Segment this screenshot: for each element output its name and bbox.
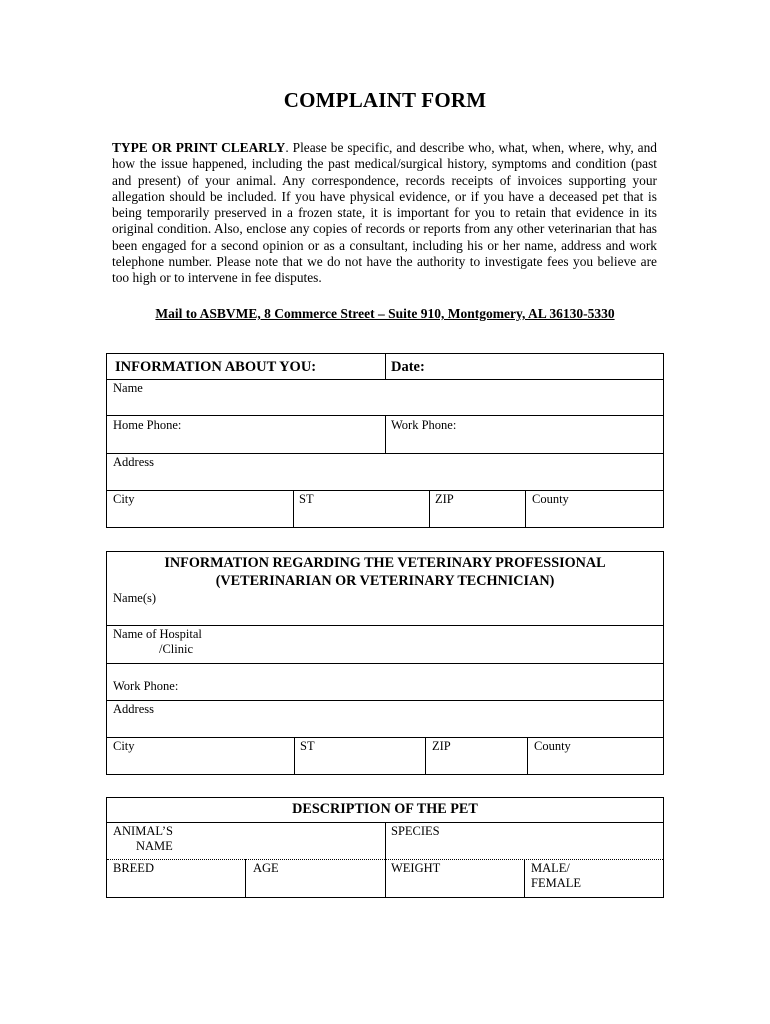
species-field[interactable]: SPECIES	[391, 824, 440, 838]
mailing-address: Mail to ASBVME, 8 Commerce Street – Suite 910, Montgomery, AL 36130-5330	[155, 306, 615, 321]
instructions-paragraph	[112, 140, 657, 287]
vet-work-phone-field[interactable]: Work Phone:	[113, 679, 179, 693]
divider	[107, 379, 663, 380]
section-pet	[106, 797, 664, 898]
divider	[385, 415, 386, 453]
divider	[385, 354, 386, 379]
city-field[interactable]: City	[113, 492, 135, 506]
divider	[527, 737, 528, 775]
divider	[294, 737, 295, 775]
county-field[interactable]: County	[532, 492, 569, 506]
divider	[385, 822, 386, 859]
animal-name-field-line1[interactable]: ANIMAL’S	[113, 824, 173, 838]
sex-field-line2: FEMALE	[531, 876, 581, 890]
vet-county-field[interactable]: County	[534, 739, 571, 753]
section-vet-title-line1: INFORMATION REGARDING THE VETERINARY PROFESSIONAL	[164, 555, 606, 571]
divider	[429, 490, 430, 528]
form-title: COMPLAINT FORM	[283, 88, 487, 112]
name-field[interactable]: Name	[113, 381, 143, 395]
section-about-you	[106, 353, 664, 528]
vet-address-field[interactable]: Address	[113, 702, 154, 716]
vet-names-field[interactable]: Name(s)	[113, 591, 157, 605]
divider	[293, 490, 294, 528]
weight-field[interactable]: WEIGHT	[391, 861, 441, 875]
date-label: Date:	[391, 359, 425, 375]
divider	[107, 453, 663, 454]
breed-field[interactable]: BREED	[113, 861, 154, 875]
section-pet-title: DESCRIPTION OF THE PET	[292, 801, 478, 817]
section-vet-title-line2: (VETERINARIAN OR VETERINARY TECHNICIAN)	[215, 573, 555, 589]
instructions-lead: TYPE OR PRINT CLEARLY	[112, 140, 286, 155]
animal-name-field-line2: NAME	[136, 839, 173, 853]
zip-field[interactable]: ZIP	[435, 492, 454, 506]
hospital-field-line1[interactable]: Name of Hospital	[113, 627, 202, 641]
divider	[245, 859, 246, 897]
instructions-text: . Please be specific, and describe who, what, when, where, why, and how the issue happened, including the past medical/surgical history, symptoms and condition (past and present) of your animal. Any correspondence, records receipts of invoices supporting your allegation should be included. If you have physical evidence, or if you have a deceased pet that is being temporarily preserved in a frozen state, it is important for you to retain that evidence in its original condition. Also, enclose any copies of records or reports from any other veterinarian that has been engaged for a second opinion or as a consultant, including his or her name, address and work telephone number. Please note that we do not have the authority to investigate fees you believe are too high or to intervene in fee disputes.	[112, 140, 657, 286]
divider	[107, 490, 663, 491]
divider	[525, 490, 526, 528]
home-phone-field[interactable]: Home Phone:	[113, 418, 182, 432]
divider	[107, 737, 663, 738]
age-field[interactable]: AGE	[253, 861, 279, 875]
vet-state-field[interactable]: ST	[300, 739, 315, 753]
section-about-you-title: INFORMATION ABOUT YOU:	[115, 359, 317, 375]
divider	[385, 859, 386, 897]
divider	[107, 625, 663, 626]
sex-field-line1[interactable]: MALE/	[531, 861, 570, 875]
divider	[425, 737, 426, 775]
section-vet-professional	[106, 551, 664, 775]
divider	[107, 663, 663, 664]
vet-zip-field[interactable]: ZIP	[432, 739, 451, 753]
address-field[interactable]: Address	[113, 455, 154, 469]
work-phone-field[interactable]: Work Phone:	[391, 418, 457, 432]
divider	[524, 859, 525, 897]
divider	[107, 700, 663, 701]
hospital-field-line2: /Clinic	[159, 642, 194, 656]
state-field[interactable]: ST	[299, 492, 314, 506]
vet-city-field[interactable]: City	[113, 739, 135, 753]
